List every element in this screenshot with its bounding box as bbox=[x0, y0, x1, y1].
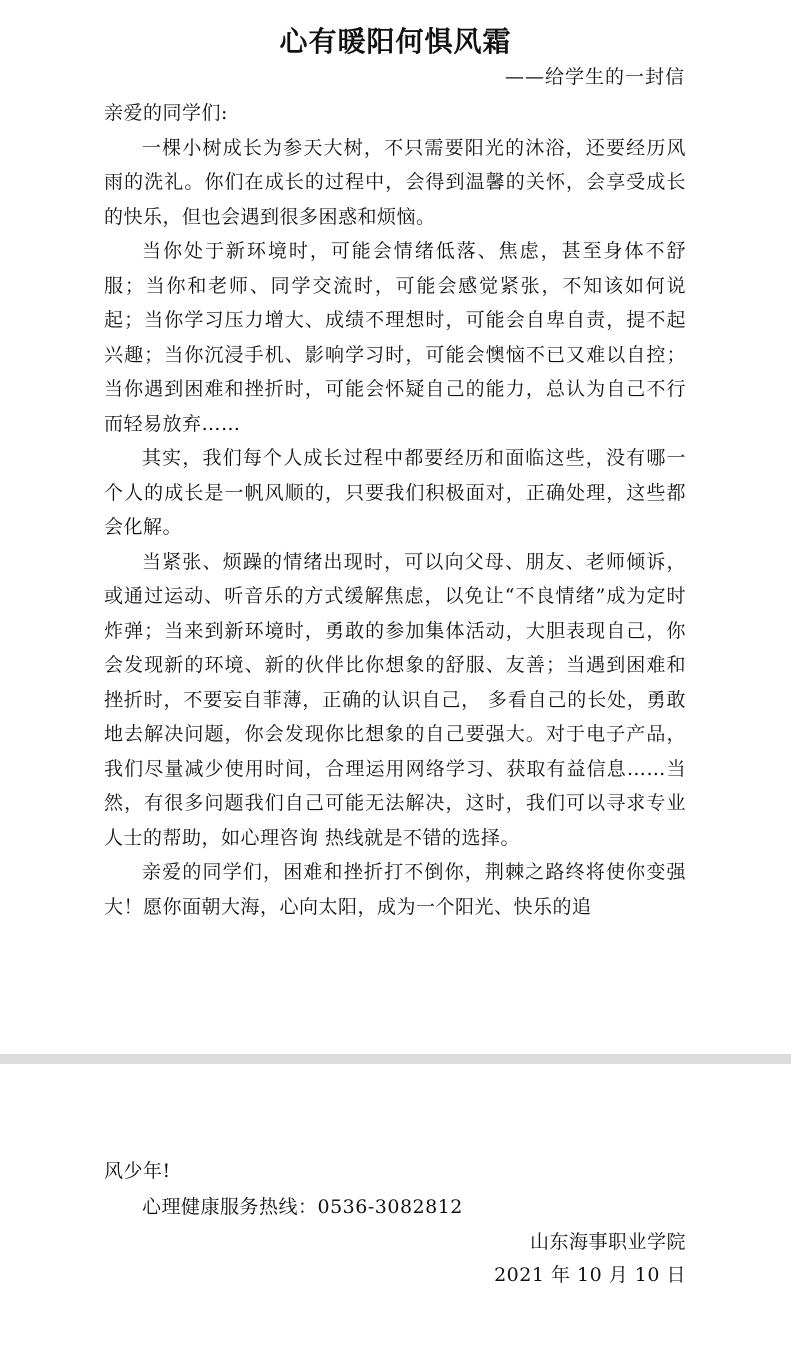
letter-subtitle: ——给学生的一封信 bbox=[504, 66, 685, 88]
greeting: 亲爱的同学们: bbox=[104, 102, 228, 124]
page-separator bbox=[0, 1054, 791, 1064]
paragraph-4: 当紧张、烦躁的情绪出现时，可以向父母、朋友、老师倾诉，或通过运动、听音乐的方式缓解焦虑，以免让“不良情绪”成为定时炸弹；当来到新环境时，勇敢的参加集体活动，大胆表现自己，你会发现新的环境、新的伙伴比你想象的舒服、友善；当遇到困难和挫折时，不要妄自菲薄，正确的认识自己， 多看自己的长处，勇敢地去解决问题，你会发现你比想象的自己要强大。对于电子产品，我们尽量减少使用时间，合理运用网络学习、获取有益信息……当然，有很多问题我们自己可能无法解决，这时，我们可以寻求专业人士的帮助，如心理咨询 热线就是不错的选择。 bbox=[104, 550, 686, 849]
paragraph-3: 其实，我们每个人成长过程中都要经历和面临这些，没有哪一个人的成长是一帆风顺的，只要我们积极面对，正确处理，这些都会化解。 bbox=[104, 447, 686, 538]
paragraph-5: 亲爱的同学们，困难和挫折打不倒你，荆棘之路终将使你变强大！愿你面朝大海，心向太阳，成为一个阳光、快乐的追 bbox=[104, 861, 686, 918]
paragraph-2: 当你处于新环境时，可能会情绪低落、焦虑，甚至身体不舒服；当你和老师、同学交流时，可能会感觉紧张，不知该如何说起；当你学习压力增大、成绩不理想时，可能会自卑自责，提不起兴趣；当你沉浸手机、影响学习时，可能会懊恼不已又难以自控；当你遇到困难和挫折时，可能会怀疑自己的能力，总认为自己不行而轻易放弃…… bbox=[104, 240, 686, 435]
hotline-text: 心理健康服务热线：0536-3082812 bbox=[142, 1196, 463, 1218]
letter-title: 心有暖阳何惧风霜 bbox=[279, 25, 512, 58]
letter-body bbox=[104, 96, 686, 924]
letter-page-2 bbox=[0, 1064, 791, 1349]
paragraph-5-continuation: 风少年! bbox=[104, 1160, 171, 1182]
signature-organization: 山东海事职业学院 bbox=[529, 1231, 686, 1253]
paragraph-1: 一棵小树成长为参天大树，不只需要阳光的沐浴，还要经历风雨的洗礼。你们在成长的过程中，会得到温馨的关怀，会享受成长的快乐，但也会遇到很多困惑和烦恼。 bbox=[104, 136, 686, 228]
signature-date: 2021 年 10 月 10 日 bbox=[494, 1264, 686, 1286]
